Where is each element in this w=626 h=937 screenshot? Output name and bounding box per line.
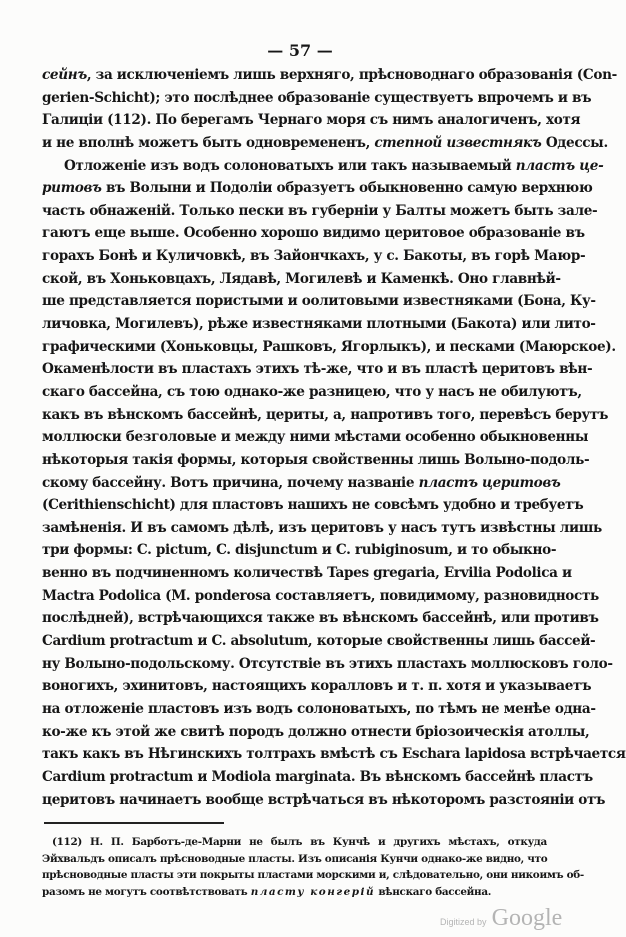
text-line xyxy=(42,268,561,291)
text-run: прѣсноводные пласты эти покрыты пластами морскими и, слѣдовательно, они никоимъ об- xyxy=(42,869,584,881)
text-run: (Cerithienschicht) для пластовъ нашихъ не совсѣмъ удобно и требуетъ xyxy=(42,497,584,514)
text-run: Отложеніе изъ водъ солоноватыхъ или такъ называемый xyxy=(64,157,516,174)
text-run: такъ какъ въ Нѣгинскихъ толтрахъ вмѣстѣ съ Eschara lapidosa встрѣчается xyxy=(42,746,626,763)
footnote xyxy=(42,834,584,900)
text-line xyxy=(42,653,613,676)
text-run: разомъ не могутъ соотвѣтствовать xyxy=(42,885,251,898)
text-run: Галиціи (112). По берегамъ Чернаго моря съ нимъ аналогиченъ, хотя xyxy=(42,112,581,129)
text-line xyxy=(42,64,617,87)
text-line xyxy=(42,313,596,336)
text-run: графическими (Хоньковцы, Рашковъ, Ягорлыкъ), и песками (Маюрское). xyxy=(42,338,616,355)
text-run: на отложеніе пластовъ изъ водъ солоноватыхъ, по тѣмъ не менѣе одна- xyxy=(42,700,596,717)
footnote-divider xyxy=(44,822,224,824)
italic-text: пласту конгерій xyxy=(250,885,375,898)
text-run: въ Волыни и Подоліи образуетъ обыкновенно самую верхнюю xyxy=(101,180,593,197)
text-line xyxy=(42,607,599,630)
italic-text: степной известнякъ xyxy=(374,134,542,151)
text-line xyxy=(42,132,608,155)
google-watermark xyxy=(440,904,562,932)
text-line xyxy=(42,87,592,110)
text-run: Cardium protractum и C. absolutum, которые свойственны лишь бассей- xyxy=(42,633,596,650)
text-run: Эйхвальдъ описалъ прѣсноводные пласты. Изъ описанія Кунчи однако-же видно, что xyxy=(42,852,548,865)
text-run: Окаменѣлости въ пластахъ этихъ тѣ-же, что и въ пластѣ церитовъ вѣн- xyxy=(42,361,593,378)
text-line xyxy=(42,517,602,540)
text-line xyxy=(42,472,561,495)
footnote-line xyxy=(42,867,584,884)
text-run: ко-же къ этой же свитѣ породъ должно отнести бріозоическія атоллы, xyxy=(42,723,590,740)
text-run: церитовъ начинаетъ вообще встрѣчаться въ нѣкоторомъ разстояніи отъ xyxy=(42,791,606,808)
italic-text: пластъ це- xyxy=(515,157,604,174)
text-line xyxy=(42,336,616,359)
text-line xyxy=(42,743,626,766)
text-line xyxy=(42,675,592,698)
text-run: скаго бассейна, съ тою однако-же разницею, что у насъ не обилуютъ, xyxy=(42,383,582,400)
footnote-line xyxy=(42,851,547,868)
text-run: личовка, Могилевъ), рѣже известняками плотными (Бакота) или лито- xyxy=(42,316,596,333)
text-run: и не вполнѣ можетъ быть одновремененъ, xyxy=(42,134,375,151)
italic-text: пластъ церитовъ xyxy=(418,474,561,491)
text-line xyxy=(42,766,593,789)
footnote-line xyxy=(42,884,547,901)
text-line xyxy=(42,177,593,200)
italic-text: сейнъ xyxy=(42,67,87,83)
text-run: ну Волыно-подольскому. Отсутствіе въ этихъ пластахъ моллюсковъ голо- xyxy=(42,655,613,672)
text-run: нѣкоторыя такія формы, которыя свойственны лишь Волыно-подоль- xyxy=(42,451,590,468)
text-line xyxy=(42,698,596,721)
text-run: моллюски безголовые и между ними мѣстами особенно обыкновенны xyxy=(42,429,589,446)
body-text xyxy=(42,64,626,811)
text-line xyxy=(42,290,596,313)
watermark-brand: Google xyxy=(491,905,563,931)
text-line xyxy=(42,222,585,245)
text-run: Одессы. xyxy=(541,134,608,151)
text-run: замѣненія. И въ самомъ дѣлѣ, изъ церитовъ у насъ тутъ извѣстны лишь xyxy=(42,519,602,536)
text-line xyxy=(42,789,606,812)
text-line xyxy=(42,562,572,585)
text-line xyxy=(42,721,590,744)
text-line xyxy=(42,585,599,608)
text-run: скому бассейну. Вотъ причина, почему названіе xyxy=(42,474,419,491)
text-run: часть обнаженій. Только пески въ губерніи у Балты можетъ быть зале- xyxy=(42,202,598,219)
text-run: , за исключеніемъ лишь верхняго, прѣсноводнаго образованія (Con- xyxy=(86,67,617,83)
text-run: воногихъ, эхинитовъ, настоящихъ коралловъ и т. п. хотя и указываетъ xyxy=(42,678,592,695)
text-run: (112) Н. П. Барботъ-де-Марни не былъ въ Кунчѣ и другихъ мѣстахъ, откуда xyxy=(52,836,547,848)
text-line xyxy=(42,539,557,562)
text-run: gerien-Schicht); это послѣднее образованіе существуетъ впрочемъ и въ xyxy=(42,89,592,106)
text-line xyxy=(42,449,590,472)
italic-text: ритовъ xyxy=(42,180,102,197)
text-line xyxy=(42,155,604,178)
text-run: три формы: C. pictum, C. disjunctum и C. rubiginosum, и то обыкно- xyxy=(42,542,557,559)
text-run: вѣнскаго бассейна. xyxy=(375,885,492,898)
text-run: Cardium protractum и Modiola marginata. Въ вѣнскомъ бассейнѣ пластъ xyxy=(42,768,593,785)
text-run: послѣдней), встрѣчающихся также въ вѣнскомъ бассейнѣ, или противъ xyxy=(42,610,599,627)
text-run: горахъ Бонѣ и Куличовкѣ, въ Зайончкахъ, у с. Бакоты, въ горѣ Маюр- xyxy=(42,248,586,265)
watermark-prefix: Digitized by xyxy=(440,917,487,927)
text-line xyxy=(42,494,584,517)
text-run: венно въ подчиненномъ количествѣ Tapes gregaria, Ervilia Podolica и xyxy=(42,565,572,582)
text-line xyxy=(42,109,581,132)
text-line xyxy=(42,630,596,653)
text-line xyxy=(42,200,598,223)
text-line xyxy=(42,426,589,449)
text-line xyxy=(42,381,582,404)
text-line xyxy=(42,358,593,381)
text-run: гаютъ еще выше. Особенно хорошо видимо церитовое образованіе въ xyxy=(42,225,585,242)
text-line xyxy=(42,245,586,268)
text-run: Mactra Podolica (M. ponderosa составляетъ, повидимому, разновидность xyxy=(42,587,599,604)
text-run: ской, въ Хоньковцахъ, Лядавѣ, Могилевѣ и Каменкѣ. Оно главнѣй- xyxy=(42,270,561,287)
text-run: ше представляется пористыми и оолитовыми известняками (Бона, Ку- xyxy=(42,293,596,310)
footnote-line xyxy=(42,834,547,851)
page-number: — 57 — xyxy=(267,41,333,60)
text-line xyxy=(42,404,609,427)
text-run: какъ въ вѣнскомъ бассейнѣ, цериты, а, напротивъ того, перевѣсъ берутъ xyxy=(42,406,609,423)
